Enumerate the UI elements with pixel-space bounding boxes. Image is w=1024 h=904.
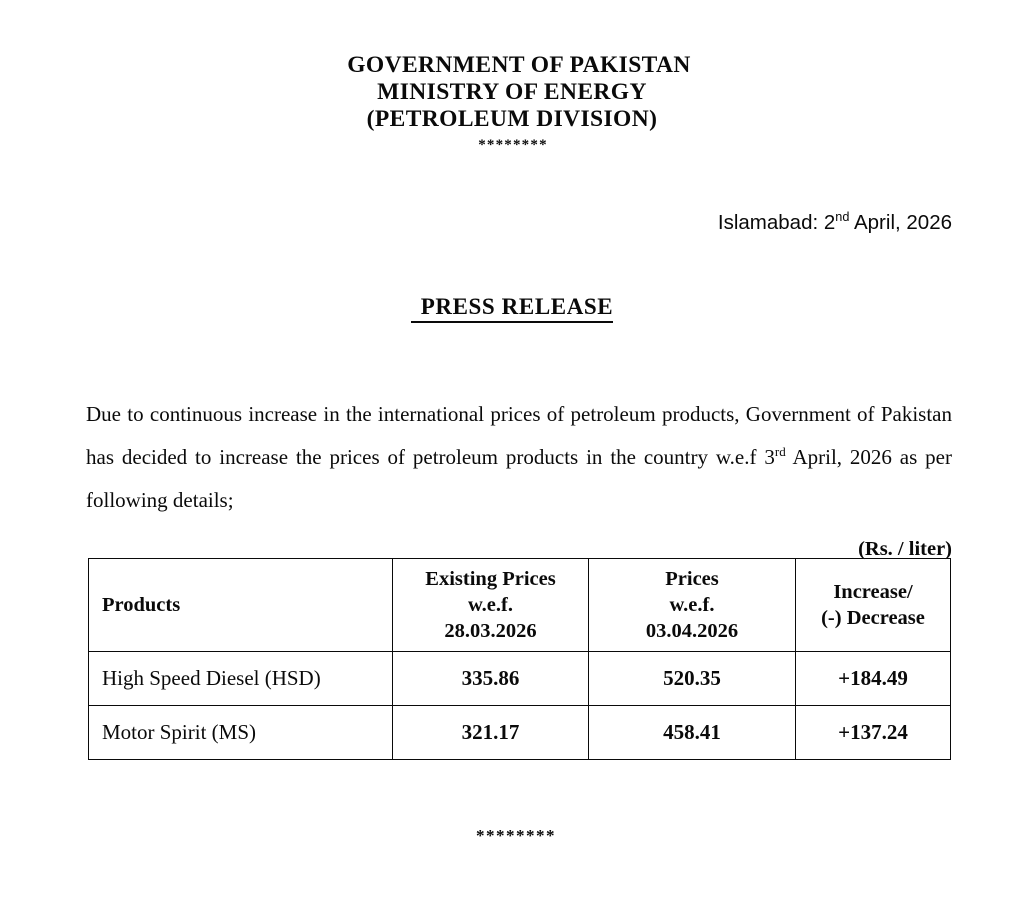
dateline-day: 2 (823, 211, 836, 234)
letterhead-line-government: GOVERNMENT OF PAKISTAN (347, 52, 691, 78)
effective-day: 3 (764, 445, 775, 469)
letterhead-line-ministry: MINISTRY OF ENERGY (377, 79, 647, 105)
body-paragraph (86, 393, 952, 522)
column-header-existing-line1: Existing Prices (425, 568, 556, 590)
page-title-container (0, 294, 1024, 323)
letterhead (0, 52, 1024, 155)
price-table (88, 558, 951, 760)
cell-price-change: +137.24 (796, 706, 951, 760)
column-header-change-line2: (-) Decrease (821, 607, 925, 629)
table-header-row (89, 559, 951, 652)
column-header-new-date: 03.04.2026 (645, 620, 739, 642)
table-row (89, 706, 951, 760)
column-header-new-prices (589, 559, 796, 652)
table-unit-caption: (Rs. / liter) (858, 538, 952, 560)
column-header-new-line1: Prices (665, 568, 719, 590)
page-title: PRESS RELEASE (411, 294, 614, 323)
dateline-month-year: April, 2026 (849, 211, 952, 234)
body-text-part-1: Due to continuous increase in the international prices of petroleum products, Government of Pakistan has decided to increase the prices of petroleum products in the country w.e.f (86, 402, 952, 469)
column-header-products: Products (89, 559, 393, 652)
cell-new-price: 458.41 (589, 706, 796, 760)
column-header-existing-line2: w.e.f. (468, 594, 513, 616)
table-row (89, 652, 951, 706)
footer-star-divider: ******** (476, 826, 556, 845)
column-header-change-line1: Increase/ (833, 581, 913, 603)
letterhead-star-divider: ******** (478, 137, 548, 153)
cell-new-price: 520.35 (589, 652, 796, 706)
dateline-city: Islamabad: (717, 211, 824, 234)
column-header-change (796, 559, 951, 652)
column-header-existing-prices (393, 559, 589, 652)
column-header-existing-date: 28.03.2026 (444, 620, 537, 642)
letterhead-line-division: (PETROLEUM DIVISION) (366, 106, 658, 132)
dateline (718, 211, 952, 235)
cell-existing-price: 335.86 (393, 652, 589, 706)
body-text-part-2: April, 2026 as per following details; (86, 445, 952, 512)
effective-day-suffix: rd (774, 444, 786, 459)
column-header-new-line2: w.e.f. (669, 594, 715, 616)
cell-price-change: +184.49 (796, 652, 951, 706)
dateline-day-suffix: nd (835, 209, 850, 225)
cell-product-name: Motor Spirit (MS) (89, 706, 393, 760)
cell-existing-price: 321.17 (393, 706, 589, 760)
cell-product-name: High Speed Diesel (HSD) (89, 652, 393, 706)
